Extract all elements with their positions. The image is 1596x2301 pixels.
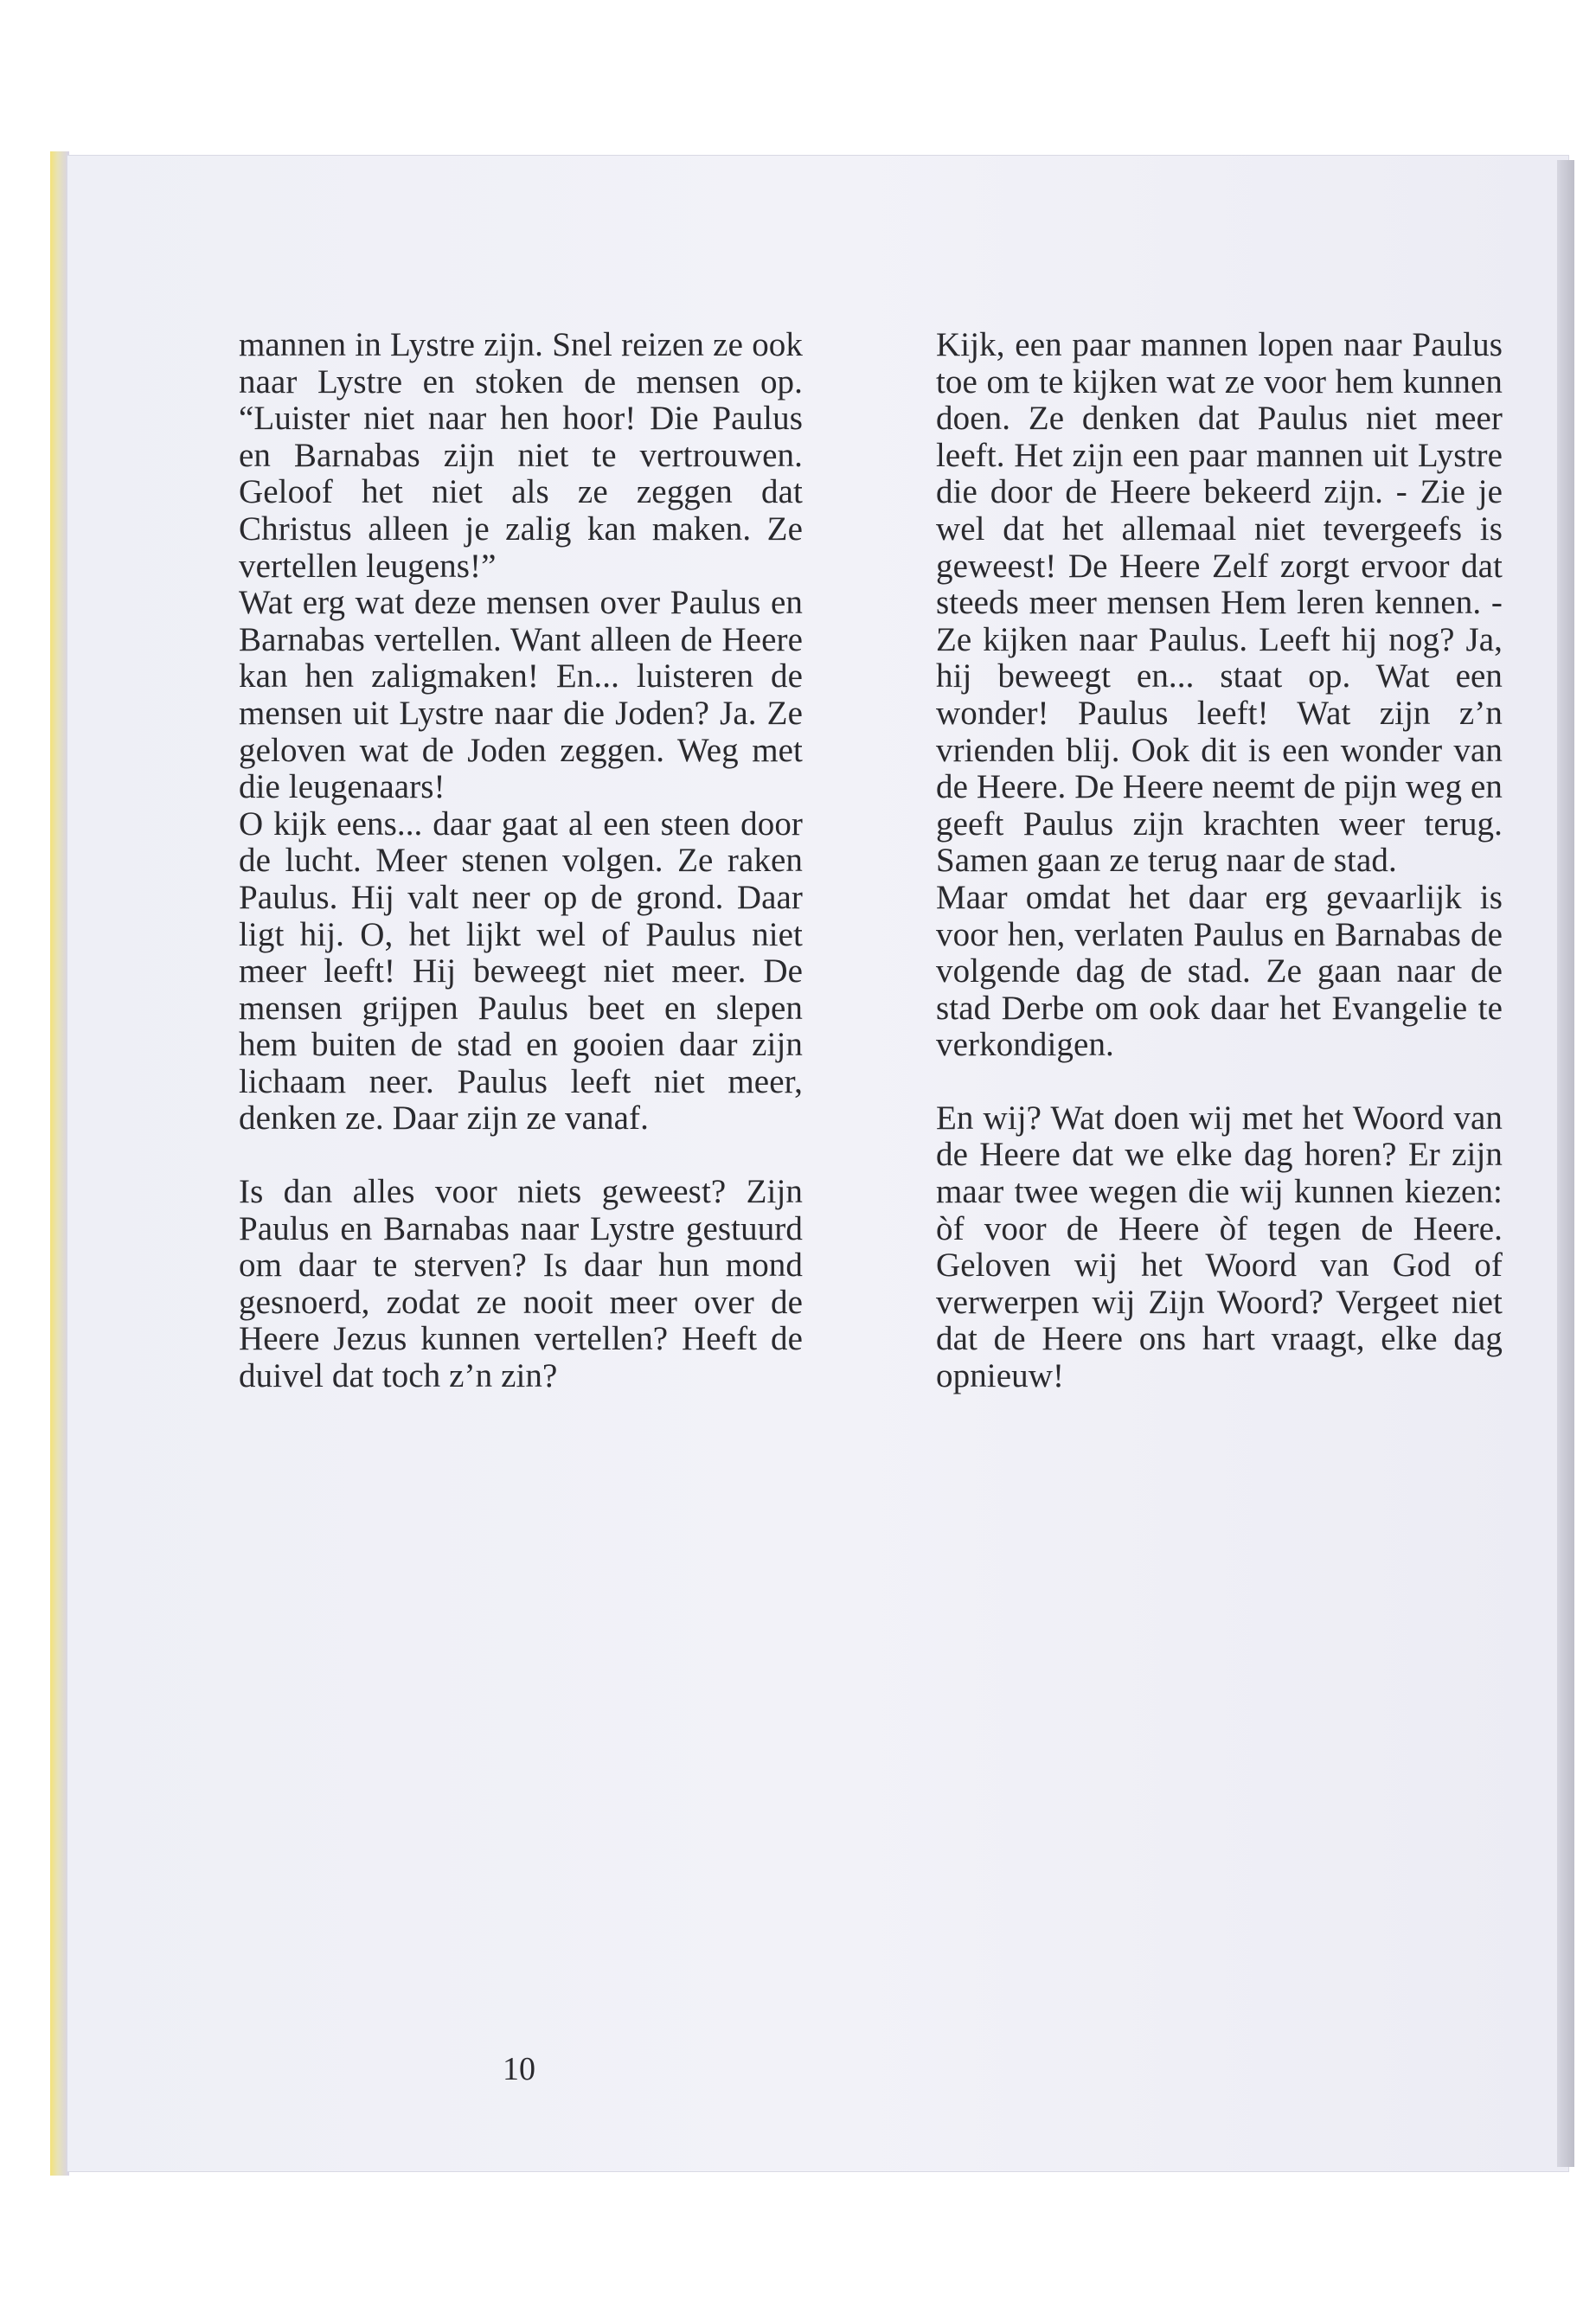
right-text-column [936, 327, 1503, 1395]
book-right-edge [1557, 160, 1574, 2167]
left-paragraph-2: Wat erg wat deze mensen over Paulus en Barnabas vertellen. Want alleen de Heere kan hen zaligmaken! En... luisteren de mensen uit Lystre naar die Joden? Ja. Ze geloven wat de Joden zeggen. Weg met die leugenaars! [239, 584, 803, 806]
left-paragraph-3: O kijk eens... daar gaat al een steen door de lucht. Meer stenen volgen. Ze raken Paulus. Hij valt neer op de grond. Daar ligt hij. O, het lijkt wel of Paulus niet meer leeft! Hij beweegt niet meer. De mensen grijpen Paulus beet en slepen hem buiten de stad en gooien daar zijn lichaam neer. Paulus leeft niet meer, denken ze. Daar zijn ze vanaf. [239, 804, 803, 1138]
left-paragraph-1: mannen in Lystre zijn. Snel reizen ze ook naar Lystre en stoken de mensen op. “Luister niet naar hen hoor! Die Paulus en Barnabas zijn niet te vertrouwen. Geloof het niet als ze zeggen dat Christus alleen je zalig kan maken. Ze vertellen leugens!” [239, 326, 803, 585]
right-paragraph-1: Kijk, een paar mannen lopen naar Paulus toe om te kijken wat ze voor hem kunnen doen. Ze denken dat Paulus niet meer leeft. Het zijn een paar mannen uit Lystre die door de Heere bekeerd zijn. - Zie je wel dat het allemaal niet tevergeefs is geweest! De Heere Zelf zorgt ervoor dat steeds meer mensen Hem leren kennen. - Ze kijken naar Paulus. Leeft hij nog? Ja, hij beweegt en... staat op. Wat een wonder! Paulus leeft! Wat zijn z’n vrienden blij. Ook dit is een wonder van de Heere. De Heere neemt de pijn weg en geeft Paulus zijn krachten weer terug. Samen gaan ze terug naar de stad. [936, 326, 1503, 880]
right-paragraph-3: En wij? Wat doen wij met het Woord van de Heere dat we elke dag horen? Er zijn maar twee wegen die wij kunnen kiezen: òf voor de Heere òf tegen de Heere. Geloven wij het Woord van God of verwerpen wij Zijn Woord? Vergeet niet dat de Heere ons hart vraagt, elke dag opnieuw! [936, 1099, 1503, 1395]
page-number: 10 [503, 2051, 535, 2087]
left-paragraph-4: Is dan alles voor niets geweest? Zijn Paulus en Barnabas naar Lystre gestuurd om daar te sterven? Is daar hun mond gesnoerd, zodat ze nooit meer over de Heere Jezus kunnen vertellen? Heeft de duivel dat toch z’n zin? [239, 1173, 803, 1395]
right-paragraph-2: Maar omdat het daar erg gevaarlijk is voor hen, verlaten Paulus en Barnabas de volgende dag de stad. Ze gaan naar de stad Derbe om ook daar het Evangelie te verkondigen. [936, 878, 1503, 1064]
book-left-edge [50, 151, 69, 2176]
left-text-column [239, 327, 803, 1395]
